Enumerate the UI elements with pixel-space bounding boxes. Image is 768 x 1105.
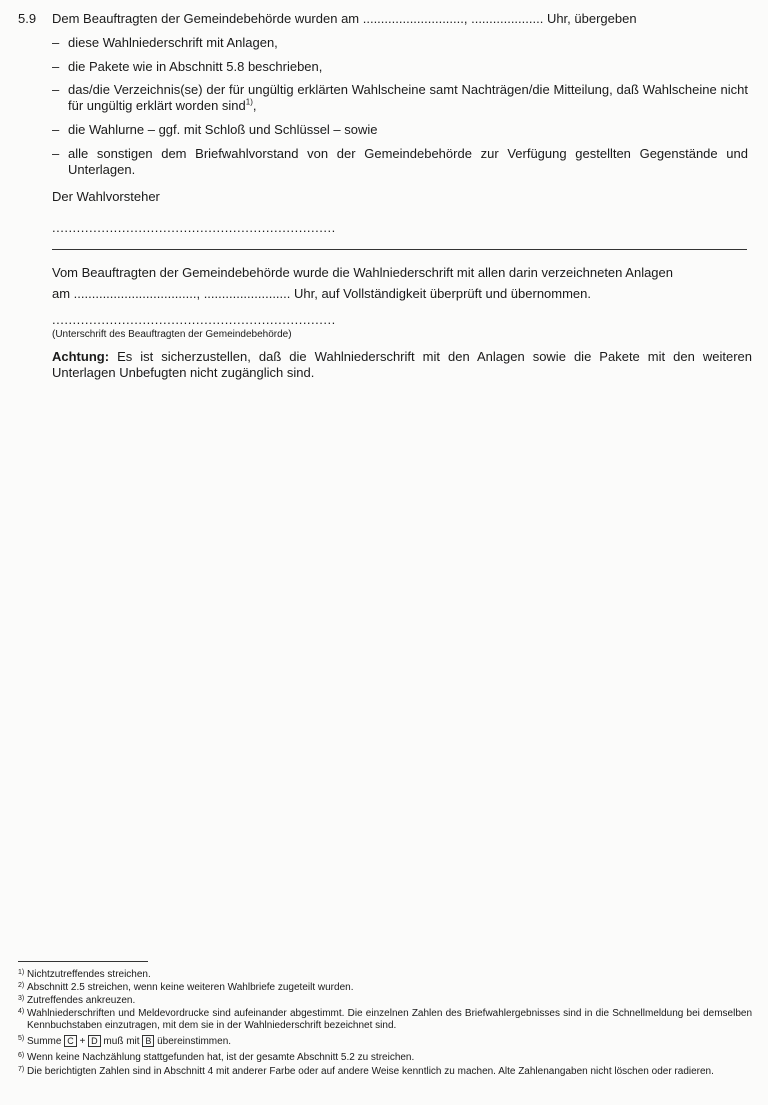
handover-line-2: am .................................., ........................ Uhr, auf Vollständigkeit überprüft und übernommen.: [52, 286, 592, 301]
footnote-word: Summe: [27, 1036, 62, 1047]
warning-text: Es ist sicherzustellen, daß die Wahlniederschrift mit den Anlagen sowie die Pakete mit den weiteren Unterlagen Unbefugten nicht zugänglich sind.: [52, 349, 752, 380]
footnote-word: muß mit: [103, 1036, 140, 1047]
bullet-dash: –: [52, 59, 60, 74]
separator-rule: [52, 249, 747, 250]
footnote-text: Zutreffendes ankreuzen.: [27, 995, 136, 1006]
footnote-text: Wenn keine Nachzählung stattgefunden hat, ist der gesamte Abschnitt 5.2 zu streichen.: [27, 1052, 415, 1063]
footnote-text: Nichtzutreffendes streichen.: [27, 969, 151, 980]
footnote-text: Abschnitt 2.5 streichen, wenn keine weiteren Wahlbriefe zugeteilt wurden.: [27, 982, 354, 993]
list-item-tail: ,: [252, 98, 257, 113]
signature-caption: (Unterschrift des Beauftragten der Gemeindebehörde): [52, 329, 292, 340]
bullet-dash: –: [52, 82, 60, 97]
bullet-dash: –: [52, 35, 60, 50]
box-letter-d: D: [88, 1035, 101, 1047]
box-letter-c: C: [64, 1035, 77, 1047]
list-item-text: die Pakete wie in Abschnitt 5.8 beschrieben,: [68, 59, 323, 74]
warning-label: Achtung:: [52, 349, 110, 364]
footnote-rule: [18, 961, 148, 962]
list-item-text: [68, 82, 748, 114]
signature-line: .....................................................................: [52, 312, 336, 327]
footnote-mark: 7): [18, 1066, 25, 1073]
list-item-text: alle sonstigen dem Briefwahlvorstand von der Gemeindebehörde zur Verfügung gestellten Gegenstände und Unterlagen.: [68, 146, 748, 177]
footnote-text: Wahlniederschriften und Meldevordrucke sind aufeinander abgestimmt. Die einzelnen Zahlen des Briefwahlergebnisses sind in die Schnellmeldung bei demselben Kennbuchstaben einzutragen, mit dem sie in der Wahlniederschrift bezeichnet sind.: [27, 1008, 752, 1031]
footnote-ref: 1): [245, 97, 253, 107]
box-letter-b: B: [142, 1035, 154, 1047]
footnote-mark: 3): [18, 995, 25, 1002]
bullet-dash: –: [52, 122, 60, 137]
plus-sign: +: [79, 1036, 86, 1047]
footnote-text: [27, 1035, 752, 1048]
section-heading: Dem Beauftragten der Gemeindebehörde wurden am ............................, .................... Uhr, übergeben: [52, 11, 637, 26]
signature-line: .....................................................................: [52, 220, 336, 235]
bullet-dash: –: [52, 146, 60, 161]
footnote-word: übereinstimmen.: [157, 1036, 232, 1047]
handover-line-1: Vom Beauftragten der Gemeindebehörde wurde die Wahlniederschrift mit allen darin verzeichneten Anlagen: [52, 265, 673, 280]
signer-label: Der Wahlvorsteher: [52, 189, 160, 204]
footnote-mark: 5): [18, 1035, 25, 1042]
footnote-mark: 2): [18, 982, 25, 989]
section-number: 5.9: [18, 11, 37, 26]
list-item-text: diese Wahlniederschrift mit Anlagen,: [68, 35, 278, 50]
list-item-body: das/die Verzeichnis(se) der für ungültig erklärten Wahlscheine samt Nachträgen/die Mitteilung, daß Wahlscheine nicht für ungültig erklärt worden sind: [68, 82, 748, 113]
warning-paragraph: [52, 349, 752, 381]
footnote-mark: 4): [18, 1008, 25, 1015]
footnote-mark: 1): [18, 969, 25, 976]
footnote-text: Die berichtigten Zahlen sind in Abschnitt 4 mit anderer Farbe oder auf andere Weise kenntlich zu machen. Alte Zahlenangaben nicht löschen oder radieren.: [27, 1066, 714, 1077]
footnote-mark: 6): [18, 1052, 25, 1059]
list-item-text: die Wahlurne – ggf. mit Schloß und Schlüssel – sowie: [68, 122, 378, 137]
